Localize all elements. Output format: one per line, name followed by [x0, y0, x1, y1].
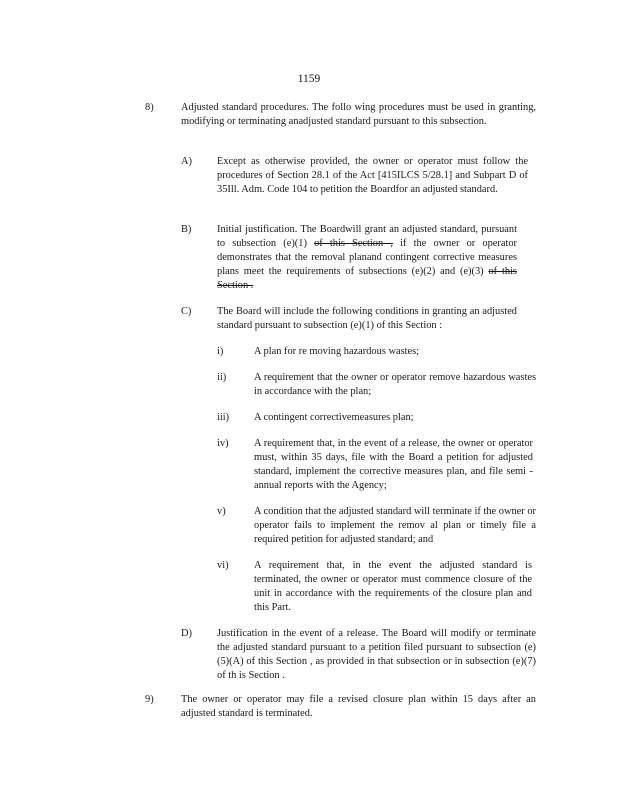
paragraph-initial-justification	[217, 223, 517, 293]
condition-closure: A requirement that, in the event the adjusted standard is terminated, the owner or operator must commence closure of the unit in accordance with the requirements of the closure plan and this Part.	[254, 560, 532, 613]
struck-text: of this Section .	[217, 266, 517, 291]
item-roman: iv)	[217, 438, 229, 449]
text-segment: Initial justification. The Boardwill grant an adjusted standard, pursuant to subsection (e)(1)	[217, 224, 517, 249]
condition-removal-plan: A plan for re moving hazardous wastes;	[254, 346, 420, 357]
item-letter: B)	[181, 224, 192, 235]
struck-text: of this Section ,	[314, 238, 393, 249]
condition-remove-wastes: A requirement that the owner or operator remove hazardous wastes in accordance with the plan;	[254, 372, 536, 397]
item-roman: i)	[217, 346, 224, 357]
item-roman: ii)	[217, 372, 227, 383]
condition-contingent-plan: A contingent correctivemeasures plan;	[254, 412, 414, 423]
item-number: 8)	[145, 102, 154, 113]
paragraph-procedures: Except as otherwise provided, the owner or operator must follow the procedures of Section 28.1 of the Act [415ILCS 5/28.1] and Subpart D of 35Ill. Adm. Code 104 to petition the Boardfor an adjusted standard.	[217, 156, 528, 195]
paragraph-revised-closure-plan: The owner or operator may file a revised closure plan within 15 days after an adjusted standard is terminated.	[181, 694, 536, 719]
paragraph-justification-release: Justification in the event of a release. The Board will modify or terminate the adjusted standard pursuant to a petition filed pursuant to subsection (e)(5)(A) of this Section , as provided in that subsection or in subsection (e)(7) of th is Section .	[217, 628, 536, 681]
item-letter: D)	[181, 628, 192, 639]
item-letter: A)	[181, 156, 192, 167]
condition-release-petition: A requirement that, in the event of a release, the owner or operator must, within 35 days, file with the Board a petition for adjusted standard, implement the corrective measures plan, and file semi -annual reports with the Agency;	[254, 438, 533, 491]
item-letter: C)	[181, 306, 192, 317]
condition-termination: A condition that the adjusted standard will terminate if the owner or operator fails to implement the remov al plan or timely file a required petition for adjusted standard; and	[254, 506, 536, 545]
paragraph-conditions: The Board will include the following conditions in granting an adjusted standard pursuant to subsection (e)(1) of this Section :	[217, 306, 517, 331]
text-segment: if the owner or operator demonstrates that the removal planand contingent corrective measures plans meet the requirements of subsections (e)(2) and (e)(3)	[217, 238, 517, 277]
page-number: 1159	[297, 73, 321, 85]
paragraph-adjusted-standard-procedures: Adjusted standard procedures. The follo wing procedures must be used in granting, modifying or terminating anadjusted standard pursuant to this subsection.	[181, 102, 536, 127]
item-roman: iii)	[217, 412, 230, 423]
item-roman: vi)	[217, 560, 229, 571]
item-roman: v)	[217, 506, 226, 517]
item-number: 9)	[145, 694, 154, 705]
